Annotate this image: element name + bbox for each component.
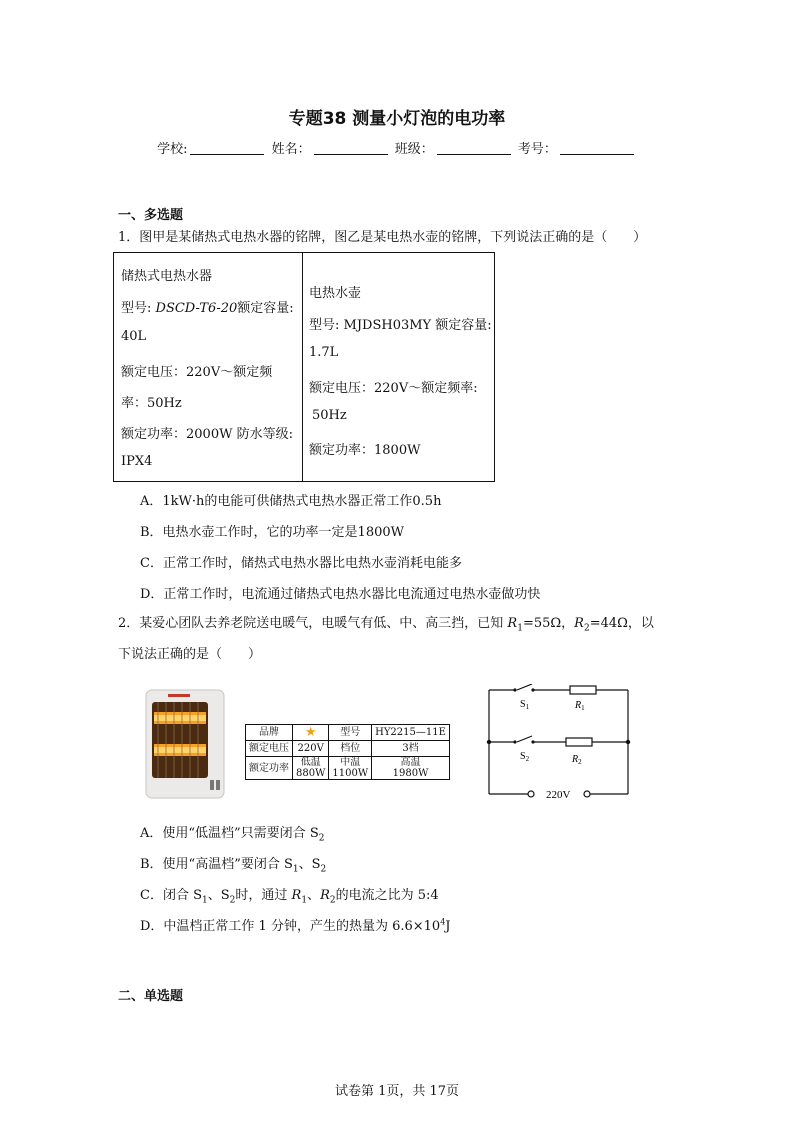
spec-cell: 220V [293,741,329,757]
exam-number-blank [560,142,634,155]
option-text: 、S [207,888,230,903]
stem-text: 2．某爱心团队去养老院送电暖气，电暖气有低、中、高三挡，已知 [118,616,508,631]
option-text: C．闭合 S [140,888,202,903]
school-blank [190,142,264,155]
option-text: A．使用“低温档”只需要闭合 S [140,826,319,841]
option-text: 、 [307,888,321,903]
s2-label: $S_2$ [520,751,530,763]
exam-number-label: 考号： [517,142,557,157]
high-label: 高温 [400,757,421,768]
student-info-line [0,138,794,157]
nameplate-line: 率：50Hz [121,396,182,411]
r1-symbol: R [507,616,518,631]
spec-cell [372,757,450,780]
s1-label: $S_1$ [520,699,530,711]
name-blank [314,142,388,155]
nameplate-line: 50Hz [312,408,347,423]
subscript: 2 [320,864,327,875]
spec-cell: 型号 [329,725,372,741]
option-text: D．中温档正常工作 1 分钟，产生的热量为 6.6×10 [140,919,441,934]
nameplate-line: IPX4 [121,454,153,469]
r1-symbol: R [291,888,302,903]
q1-option-b: B．电热水壶工作时，它的功率一定是1800W [140,525,404,540]
spec-cell [329,757,372,780]
option-text: 时，通过 [235,888,292,903]
model-value: DSCD-T6-20 [155,301,238,316]
kettle-nameplate [303,253,495,481]
subscript: 2 [229,895,236,906]
r2-label: $R_2$ [572,754,582,766]
mid-power: 1100W [332,768,369,779]
r1-label: $R_1$ [575,700,585,712]
spec-cell: 额定电压 [246,741,293,757]
question-2-stem-line1 [118,614,654,639]
option-text: J [445,919,451,934]
section-heading-single: 二、单选题 [118,989,184,1004]
heater-spec-table [245,724,450,780]
r2-subscript: 2 [583,623,590,634]
option-text: 、S [298,857,321,872]
option-text: B．使用“高温档”要闭合 S [140,857,293,872]
spec-cell: 品牌 [246,725,293,741]
subscript: 2 [329,895,336,906]
class-label: 班级： [394,142,434,157]
superscript: 4 [440,917,446,927]
q2-option-c [140,884,439,906]
q2-option-a [140,822,324,844]
r1-value: =55Ω， [522,616,575,631]
q1-option-c: C．正常工作时，储热式电热水器比电热水壶消耗电能多 [140,556,462,571]
nameplate-line: 电热水壶 [309,286,362,301]
spec-cell [293,757,329,780]
circuit-diagram [484,684,634,802]
spec-cell: 档位 [329,741,372,757]
capacity-label: 额定容量: [237,301,294,316]
question-2-stem-line2: 下说法正确的是（ ） [118,647,262,662]
subscript: 1 [202,895,208,906]
q1-option-d: D．正常工作时，电流通过储热式电热水器比电流通过电热水壶做功快 [140,587,541,602]
mid-label: 中温 [340,757,361,768]
spec-cell: 3档 [372,741,450,757]
nameplate-line: 型号: MJDSH03MY 额定容量: [309,318,492,333]
brand-logo-icon: ★ [293,725,329,741]
page-title: 专题38 测量小灯泡的电功率 [288,109,506,129]
nameplate-table [113,252,495,482]
water-heater-nameplate [114,253,302,481]
nameplate-line: 储热式电热水器 [121,269,213,284]
q1-option-a: A．1kW·h的电能可供储热式电热水器正常工作0.5h [140,494,442,509]
nameplate-line: 1.7L [309,345,339,360]
model-label: 型号: [121,301,156,316]
source-label: 220V [546,789,571,801]
low-power: 880W [296,768,326,779]
nameplate-line: 40L [121,329,147,344]
subscript: 1 [292,864,299,875]
nameplate-line: 额定电压：220V～额定频率: [309,381,478,396]
high-power: 1980W [392,768,429,779]
section-heading-multi: 一、多选题 [118,208,184,223]
r2-value: =44Ω，以 [589,616,654,631]
r2-symbol: R [320,888,330,903]
school-label: 学校: [157,142,188,157]
nameplate-line [121,297,294,316]
r1-subscript: 1 [517,623,523,634]
subscript: 1 [301,895,308,906]
page-footer: 试卷第 1页，共 17页 [334,1084,460,1099]
class-blank [437,142,511,155]
low-label: 低温 [300,757,321,768]
r2-symbol: R [574,616,584,631]
electric-heater-image [144,688,226,800]
q2-option-d [140,915,451,934]
spec-cell: HY2215—11E [372,725,450,741]
subscript: 2 [318,833,325,844]
nameplate-line: 额定功率：2000W 防水等级: [121,427,293,442]
q2-option-b [140,853,326,875]
nameplate-line: 额定电压：220V～额定频 [121,365,273,380]
option-text: 的电流之比为 5:4 [335,888,439,903]
name-label: 姓名： [271,142,311,157]
question-1-stem: 1．图甲是某储热式电热水器的铭牌，图乙是某电热水壶的铭牌，下列说法正确的是（ ） [118,230,647,245]
spec-cell: 额定功率 [246,757,293,780]
nameplate-line: 额定功率：1800W [309,443,421,458]
